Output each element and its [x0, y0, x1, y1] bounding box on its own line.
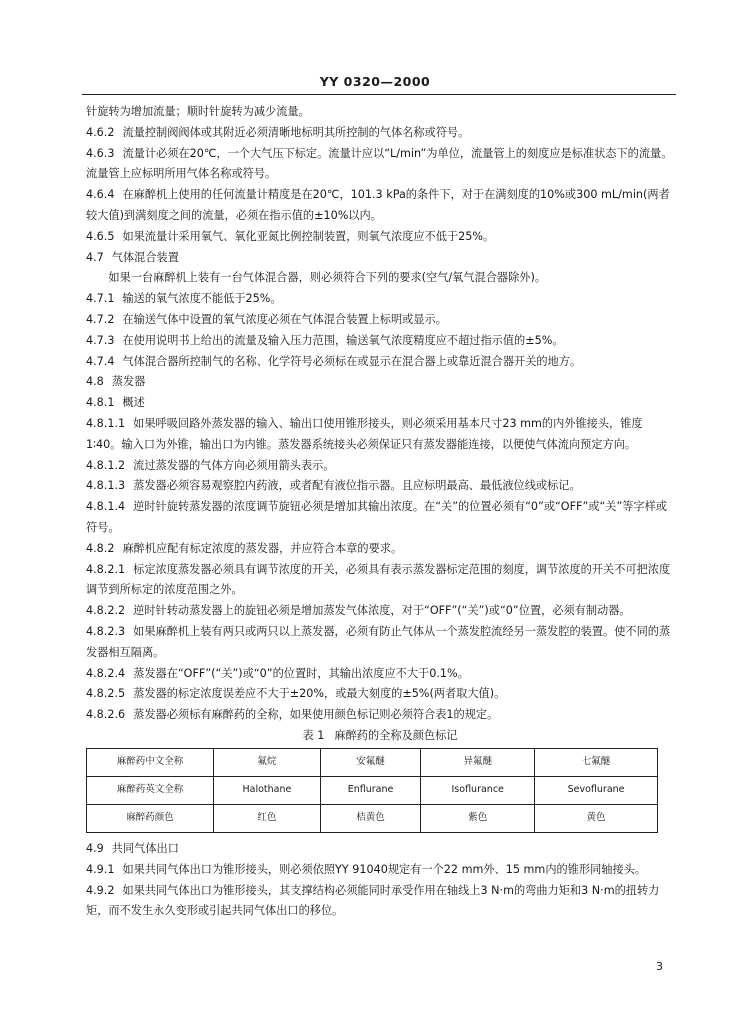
clause-text: 流过蒸发器的气体方向必须用箭头表示。 — [133, 458, 335, 472]
clause-number: 4.8.1.3 — [86, 479, 126, 493]
clause-text: 共同气体出口 — [111, 841, 179, 855]
clause-paragraph — [86, 497, 674, 539]
clause-number: 4.6.4 — [86, 188, 115, 202]
header-rule — [82, 94, 676, 95]
clause-number: 4.9.2 — [86, 883, 115, 897]
clause-number: 4.9.1 — [86, 862, 115, 876]
clause-paragraph — [86, 310, 674, 331]
clause-number: 4.9 — [86, 841, 104, 855]
page-number: 3 — [656, 960, 663, 973]
clause-paragraph — [86, 102, 674, 123]
clause-text: 概述 — [122, 396, 145, 410]
table-cell: Sevoflurane — [535, 776, 658, 804]
clause-text: 蒸发器在“OFF”(“关”)或“0”的位置时，其输出浓度应不大于0.1%。 — [133, 666, 469, 680]
table-row-header: 麻醉药中文全称 — [87, 748, 214, 776]
clause-text: 蒸发器的标定浓度误差应不大于±20%，或最大刻度的±5%(两者取大值)。 — [133, 687, 506, 701]
clause-paragraph — [86, 860, 674, 881]
clause-number: 4.6.2 — [86, 125, 115, 139]
table-row-header: 麻醉药颜色 — [87, 804, 214, 832]
table-cell: Isoflurance — [421, 776, 535, 804]
clause-paragraph — [86, 185, 674, 227]
anesthetic-color-table — [86, 748, 658, 833]
clause-number: 4.8.1.1 — [86, 416, 126, 430]
table-row — [87, 776, 658, 804]
clause-text: 流量控制阀阀体或其附近必须清晰地标明其所控制的气体名称或符号。 — [122, 125, 470, 139]
table-row-header: 麻醉药英文全称 — [87, 776, 214, 804]
clause-paragraph — [86, 705, 674, 726]
clause-text: 气体混合器所控制气的名称、化学符号必须标在或显示在混合器上或靠近混合器开关的地方。 — [122, 354, 582, 368]
clause-number: 4.8.2.6 — [86, 708, 126, 722]
clause-paragraph — [86, 684, 674, 705]
clause-number: 4.8 — [86, 375, 104, 389]
clause-paragraph — [86, 289, 674, 310]
clause-paragraph — [86, 664, 674, 685]
table-cell: 七氟醚 — [535, 748, 658, 776]
clause-text: 如果呼吸回路外蒸发器的输入、输出口使用锥形接头，则必须采用基本尺寸23 mm的内外锥接头，锥度1∶40。输入口为外锥，输出口为内锥。蒸发器系统接头必须保证只有蒸发器能连接，以便使气体流向预定方向。 — [86, 416, 643, 451]
table-row — [87, 748, 658, 776]
clause-paragraph — [86, 539, 674, 560]
clause-text: 如果共同气体出口为锥形接头，其支撑结构必须能同时承受作用在轴线上3 N·m的弯曲力矩和3 N·m的扭转力矩，而不发生永久变形或引起共同气体出口的移位。 — [86, 883, 660, 918]
clause-paragraph — [86, 248, 674, 269]
section-4-9 — [86, 839, 674, 922]
table-cell: Enflurane — [320, 776, 420, 804]
clause-text: 在输送气体中设置的氧气浓度必须在气体混合装置上标明或显示。 — [122, 312, 447, 326]
clause-number: 4.8.2.5 — [86, 687, 126, 701]
clause-paragraph — [86, 331, 674, 352]
section-4-6-to-4-8 — [86, 102, 674, 726]
clause-text: 在使用说明书上给出的流量及输入压力范围，输送氧气浓度精度应不超过指示值的±5%。 — [122, 333, 564, 347]
table-row — [87, 804, 658, 832]
clause-number: 4.8.2.1 — [86, 562, 126, 576]
clause-number: 4.8.1 — [86, 396, 115, 410]
table-title: 麻醉药的全称及颜色标记 — [334, 728, 458, 742]
clause-number: 4.8.2.2 — [86, 604, 126, 618]
clause-paragraph — [86, 352, 674, 373]
clause-paragraph — [86, 372, 674, 393]
clause-number: 4.7.3 — [86, 333, 115, 347]
clause-text: 逆时针转动蒸发器上的旋钮必须是增加蒸发气体浓度，对于“OFF”(“关”)或“0”位置，必须有制动器。 — [133, 604, 631, 618]
clause-number: 4.8.2.3 — [86, 624, 126, 638]
clause-paragraph — [86, 144, 674, 186]
clause-text: 气体混合装置 — [111, 250, 179, 264]
clause-paragraph — [86, 601, 674, 622]
table-cell: 紫色 — [421, 804, 535, 832]
clause-paragraph — [86, 414, 674, 456]
clause-text: 针旋转为增加流量；顺时针旋转为减少流量。 — [86, 105, 310, 118]
clause-text: 逆时针旋转蒸发器的浓度调节旋钮必须是增加其输出浓度。在“关”的位置必须有“0”或“OFF”或“关”等字样或符号。 — [86, 500, 667, 534]
document-body — [86, 102, 674, 922]
clause-paragraph — [86, 393, 674, 414]
table-cell: 异氟醚 — [421, 748, 535, 776]
clause-paragraph — [86, 456, 674, 477]
clause-paragraph — [86, 881, 674, 923]
clause-text: 如果麻醉机上装有两只或两只以上蒸发器，必须有防止气体从一个蒸发腔流经另一蒸发腔的装置。使不同的蒸发器相互隔离。 — [86, 624, 671, 659]
clause-number: 4.6.3 — [86, 146, 115, 160]
clause-paragraph — [86, 268, 674, 289]
clause-number: 4.6.5 — [86, 229, 115, 243]
clause-text: 蒸发器必须容易观察腔内药液，或者配有液位指示器。且应标明最高、最低液位线或标记。 — [133, 479, 581, 493]
clause-number: 4.8.1.2 — [86, 458, 126, 472]
table-cell: 桔黄色 — [320, 804, 420, 832]
clause-paragraph — [86, 560, 674, 602]
clause-number: 4.8.1.4 — [86, 500, 126, 514]
clause-number: 4.7.2 — [86, 312, 115, 326]
clause-text: 蒸发器 — [111, 375, 146, 389]
clause-number: 4.7.1 — [86, 292, 115, 306]
clause-paragraph — [86, 622, 674, 664]
table-caption — [86, 726, 674, 746]
clause-number: 4.7 — [86, 250, 104, 264]
clause-text: 标定浓度蒸发器必须具有调节浓度的开关，必须具有表示蒸发器标定范围的刻度，调节浓度的开关不可把浓度调节到所标定的浓度范围之外。 — [86, 562, 671, 597]
clause-text: 麻醉机应配有标定浓度的蒸发器，并应符合本章的要求。 — [122, 541, 403, 555]
clause-text: 流量计必须在20℃，一个大气压下标定。流量计应以“L/min”为单位，流量管上的刻度应是标准状态下的流量。流量管上应标明所用气体名称或符号。 — [86, 146, 673, 181]
clause-text: 如果一台麻醉机上装有一台气体混合器，则必须符合下列的要求(空气/氧气混合器除外)。 — [108, 271, 547, 285]
table-cell: 氟烷 — [214, 748, 321, 776]
table-label: 表 1 — [302, 728, 325, 742]
table-cell: 黄色 — [535, 804, 658, 832]
table-cell: Halothane — [214, 776, 321, 804]
clause-text: 蒸发器必须标有麻醉药的全称，如果使用颜色标记则必须符合表1的规定。 — [133, 708, 499, 722]
clause-paragraph — [86, 476, 674, 497]
clause-paragraph — [86, 839, 674, 860]
clause-number: 4.8.2.4 — [86, 666, 126, 680]
clause-text: 在麻醉机上使用的任何流量计精度是在20℃，101.3 kPa的条件下，对于在满刻度的10%或300 mL/min(两者较大值)到满刻度之间的流量，必须在指示值的±10%以内。 — [86, 188, 670, 222]
standard-code-header: YY 0320—2000 — [319, 74, 431, 89]
clause-paragraph — [86, 123, 674, 144]
table-cell: 红色 — [214, 804, 321, 832]
clause-text: 如果共同气体出口为锥形接头，则必须依照YY 91040规定有一个22 mm外、15 mm内的锥形同轴接头。 — [122, 862, 647, 876]
table-cell: 安氟醚 — [320, 748, 420, 776]
clause-text: 输送的氧气浓度不能低于25%。 — [122, 292, 282, 306]
clause-number: 4.8.2 — [86, 541, 115, 555]
clause-paragraph — [86, 227, 674, 248]
clause-number: 4.7.4 — [86, 354, 115, 368]
clause-text: 如果流量计采用氧气、氧化亚氮比例控制装置，则氧气浓度应不低于25%。 — [122, 229, 495, 243]
